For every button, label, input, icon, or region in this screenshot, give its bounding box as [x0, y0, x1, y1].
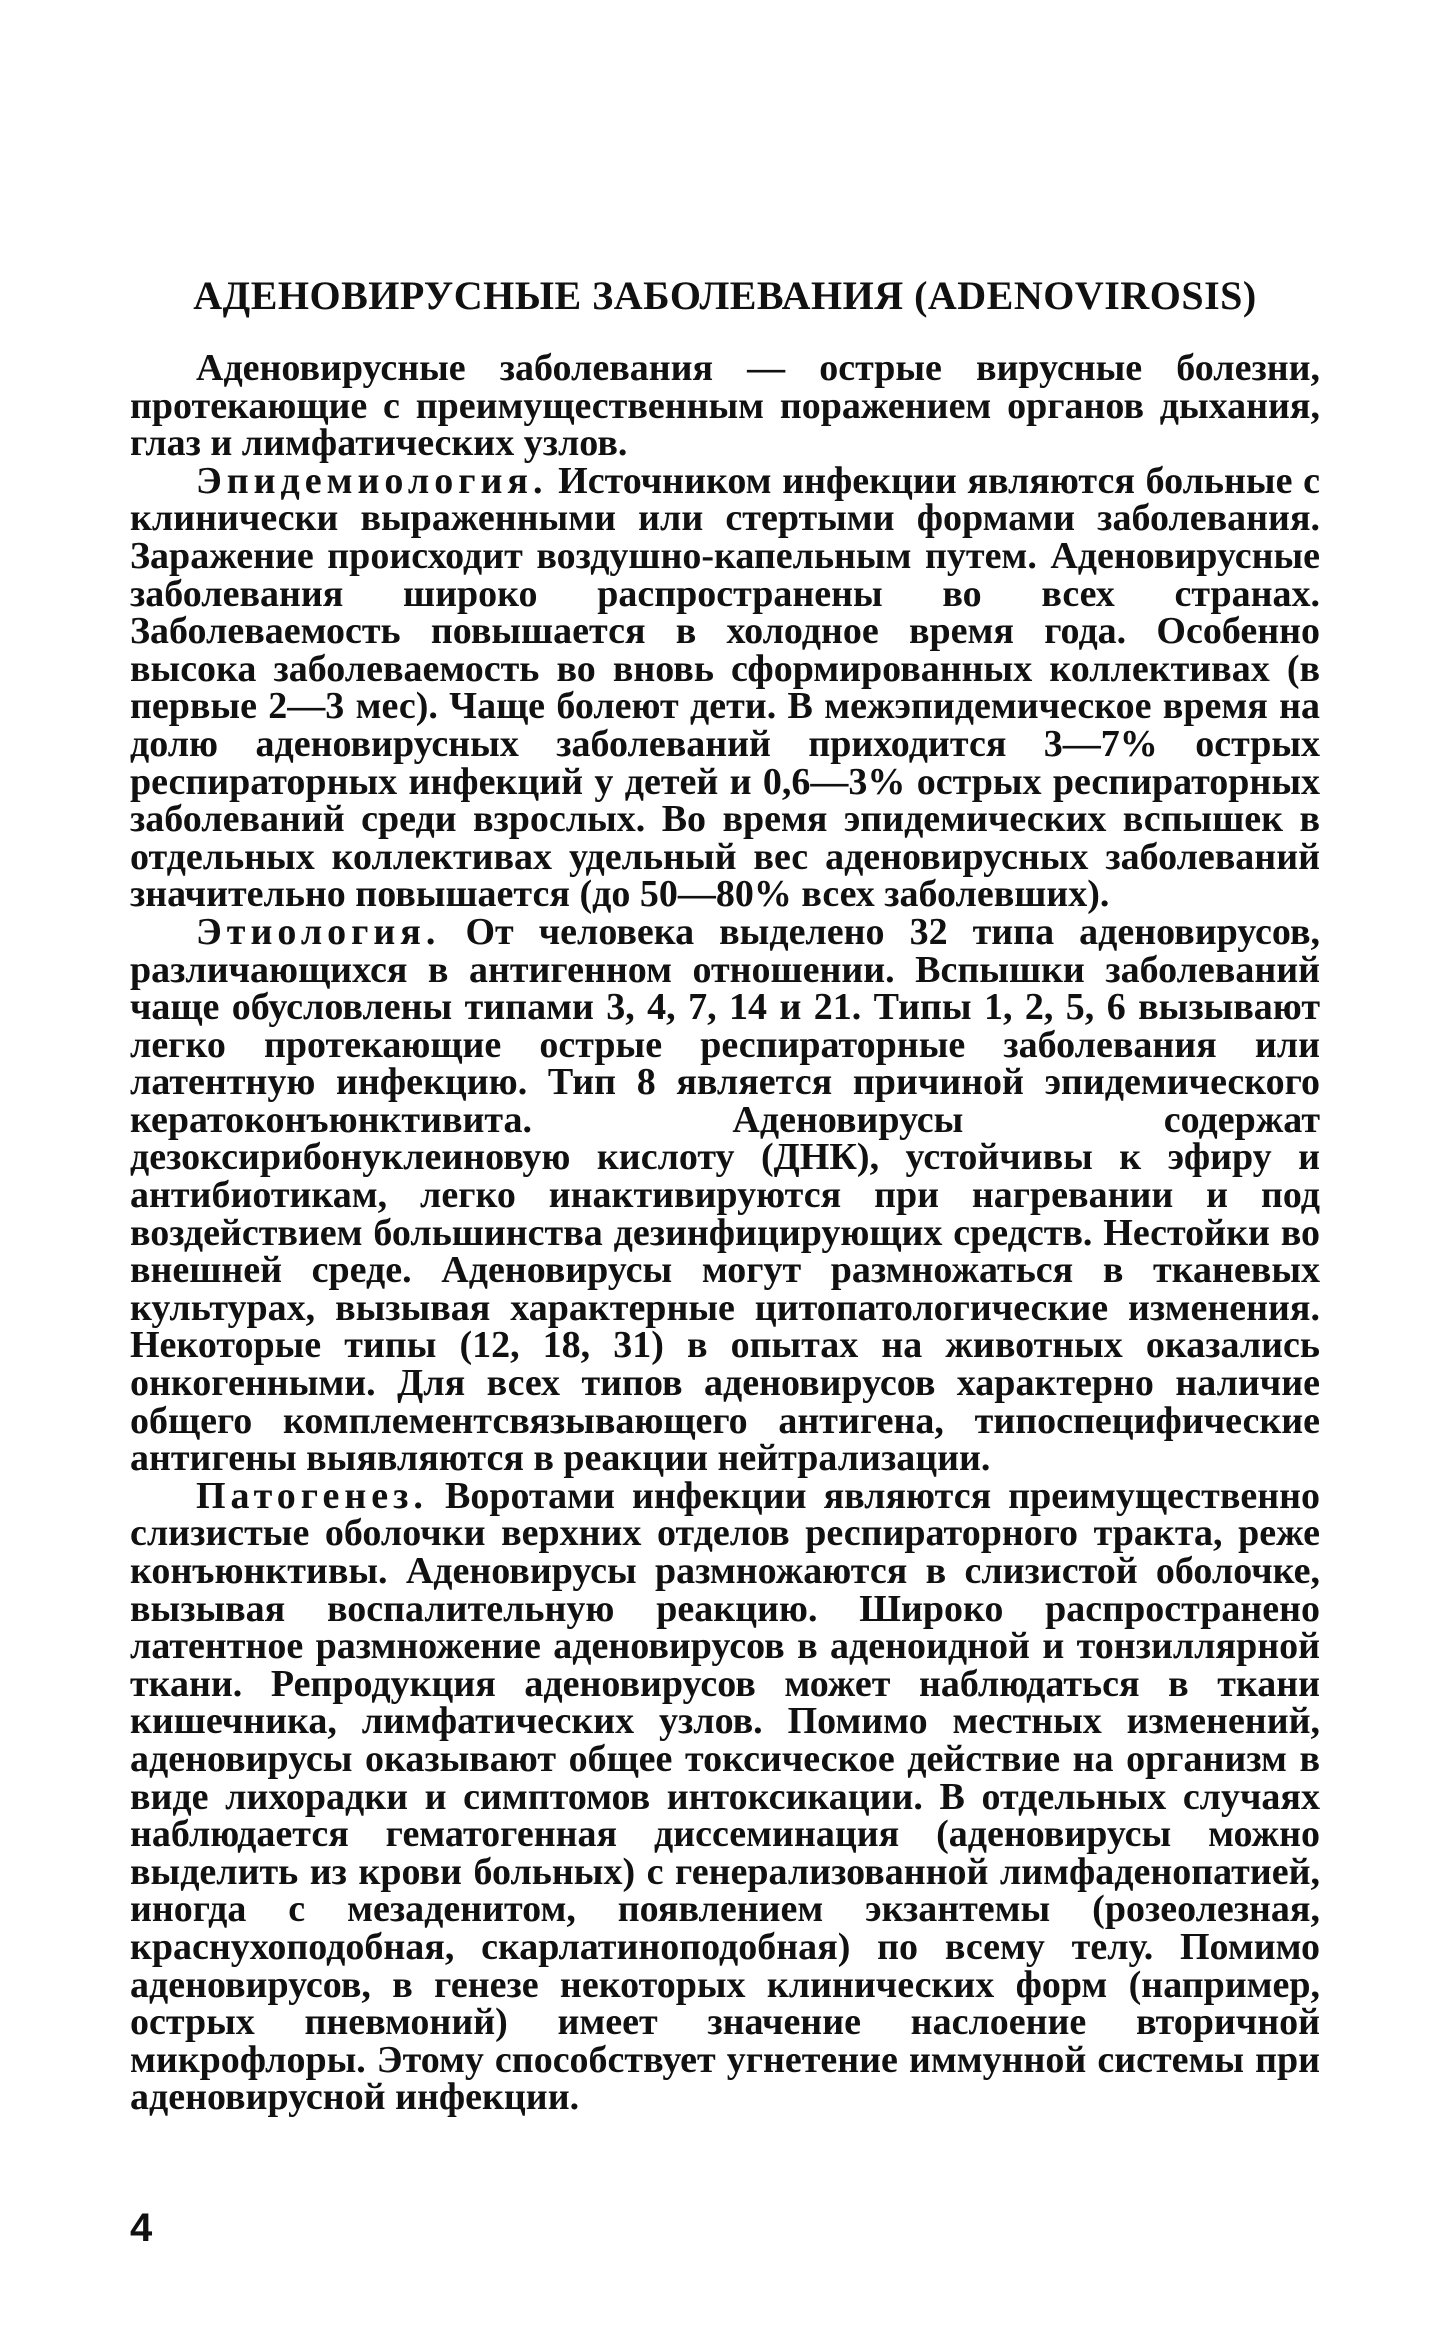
etiology-paragraph: [130, 910, 1320, 1480]
pathogenesis-paragraph: [130, 1474, 1320, 2119]
section-heading-epidemiology: Эпидемиология.: [196, 459, 548, 502]
section-heading-etiology: Этиология.: [196, 910, 441, 953]
epidemiology-text: Источником инфекции являются больные с клинически выраженными или стертыми формами заболевания. Заражение происходит воздушно-капельным путем. Аденовирусные заболевания широко распространены во всех странах. Заболеваемость повышается в холодное время года. Особенно высока заболеваемость во вновь сформированных коллективах (в первые 2—3 мес). Чаще болеют дети. В межэпидемическое время на долю аденовирусных заболеваний приходится 3—7% острых респираторных инфекций у детей и 0,6—3% острых респираторных заболеваний среди взрослых. Во время эпидемических вспышек в отдельных коллективах удельный вес аденовирусных заболеваний значительно повышается (до 50—80% всех заболевших).: [130, 459, 1320, 916]
body-text: [130, 347, 1320, 2119]
section-heading-pathogenesis: Патогенез.: [196, 1474, 428, 1517]
chapter-title: АДЕНОВИРУСНЫЕ ЗАБОЛЕВАНИЯ (ADENOVIROSIS): [193, 273, 1257, 318]
pathogenesis-text: Воротами инфекции являются преимущественно слизистые оболочки верхних отделов респираторного тракта, реже конъюнктивы. Аденовирусы размножаются в слизистой оболочке, вызывая воспалительную реакцию. Широко распространено латентное размножение аденовирусов в аденоидной и тонзиллярной ткани. Репродукция аденовирусов может наблюдаться в ткани кишечника, лимфатических узлов. Помимо местных изменений, аденовирусы оказывают общее токсическое действие на организм в виде лихорадки и симптомов интоксикации. В отдельных случаях наблюдается гематогенная диссеминация (аденовирусы можно выделить из крови больных) с генерализованной лимфаденопатией, иногда с мезаденитом, появлением экзантемы (розеолезная, краснухоподобная, скарлатиноподобная) по всему телу. Помимо аденовирусов, в генезе некоторых клинических форм (например, острых пневмоний) имеет значение наслоение вторичной микрофлоры. Этому способствует угнетение иммунной системы при аденовирусной инфекции.: [130, 1474, 1320, 2119]
epidemiology-paragraph: [130, 459, 1320, 916]
page-number: 4: [130, 2206, 153, 2250]
etiology-text: От человека выделено 32 типа аденовирусов, различающихся в антигенном отношении. Вспышки заболеваний чаще обусловлены типами 3, 4, 7, 14 и 21. Типы 1, 2, 5, 6 вызывают легко протекающие острые респираторные заболевания или латентную инфекцию. Тип 8 является причиной эпидемического кератоконъюнктивита. Аденовирусы содержат дезоксирибонуклеиновую кислоту (ДНК), устойчивы к эфиру и антибиотикам, легко инактивируются при нагревании и под воздействием большинства дезинфицирующих средств. Нестойки во внешней среде. Аденовирусы могут размножаться в тканевых культурах, вызывая характерные цитопатологические изменения. Некоторые типы (12, 18, 31) в опытах на животных оказались онкогенными. Для всех типов аденовирусов характерно наличие общего комплементсвязывающего антигена, типоспецифические антигены выявляются в реакции нейтрализации.: [130, 910, 1320, 1480]
intro-paragraph: Аденовирусные заболевания — острые вирусные болезни, протекающие с преимущественным поражением органов дыхания, глаз и лимфатических узлов.: [130, 347, 1320, 465]
